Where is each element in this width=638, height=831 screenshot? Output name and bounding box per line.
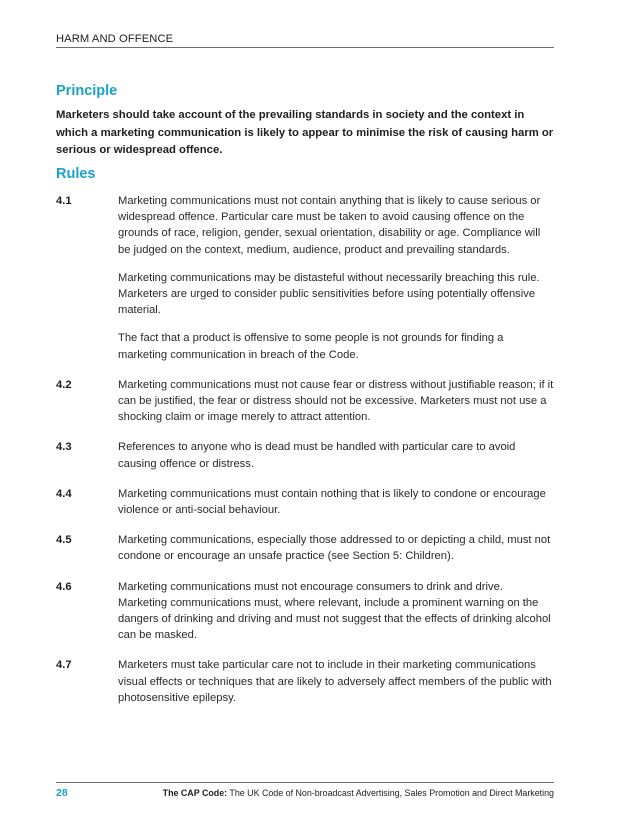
rule-paragraph: Marketing communications must not encourage consumers to drink and drive. Marketing communications must, where relevant, include a prominent warning on the dangers of drinking and driving and must not suggest that the effects of drinking alcohol can be masked.: [118, 580, 551, 642]
rule-number: 4.1: [56, 195, 72, 207]
rule-body: [118, 579, 554, 644]
page-number: 28: [56, 787, 68, 799]
rule-number: 4.5: [56, 534, 72, 547]
rule-4-5: [56, 532, 554, 564]
rule-4-7: [56, 657, 554, 706]
document-page: [56, 0, 554, 831]
principle-heading: Principle: [56, 83, 118, 99]
rules-list: [56, 193, 554, 720]
footer-divider: [56, 782, 554, 783]
rule-number: 4.4: [56, 487, 72, 500]
footer-title-bold: The CAP Code:: [162, 788, 228, 798]
rule-number: 4.6: [56, 580, 72, 593]
rule-paragraph: Marketing communications may be distasteful without necessarily breaching this rule. Marketers are urged to consider public sensitivities before using potentially offensive material.: [118, 271, 540, 317]
rule-body: [118, 657, 554, 706]
rule-body: [118, 377, 554, 426]
rule-paragraph: References to anyone who is dead must be handled with particular care to avoid causing offence or distress.: [118, 441, 516, 470]
running-header: HARM AND OFFENCE: [56, 33, 174, 45]
rule-4-4: [56, 486, 554, 518]
rule-paragraph: Marketing communications must contain nothing that is likely to condone or encourage violence or anti-social behaviour.: [118, 487, 546, 517]
rule-paragraph: Marketing communications must not contain anything that is likely to cause serious or widespread offence. Particular care must be taken to avoid causing offence on the grounds of race, religion, gender, sexual orientation, disability or age. Compliance will be judged on the context, medium, audience, product and prevailing standards.: [118, 195, 541, 256]
rule-body: [118, 439, 554, 471]
rule-body: [118, 532, 554, 564]
rule-4-3: [56, 439, 554, 471]
header-divider: [56, 47, 554, 48]
rule-4-2: [56, 377, 554, 426]
principle-text: Marketers should take account of the prevailing standards in society and the context in which a marketing communication is likely to appear to minimise the risk of causing harm or serious or widespread offence.: [56, 109, 554, 156]
rule-number: 4.2: [56, 378, 72, 391]
rule-body: [118, 193, 554, 363]
rule-number: 4.3: [56, 441, 72, 454]
rule-paragraph: Marketing communications must not cause fear or distress without justifiable reason; if it can be justified, the fear or distress should not be excessive. Marketers must not use a shocking claim or image merely to attract attention.: [118, 378, 554, 424]
footer-title-rest: The UK Code of Non-broadcast Advertising, Sales Promotion and Direct Marketing: [227, 788, 554, 798]
rules-heading: Rules: [56, 166, 96, 182]
rule-number: 4.7: [56, 659, 72, 672]
rule-paragraph: The fact that a product is offensive to some people is not grounds for finding a marketing communication in breach of the Code.: [118, 332, 504, 361]
rule-paragraph: Marketers must take particular care not to include in their marketing communications visual effects or techniques that are likely to adversely affect members of the public with photosensitive epilepsy.: [118, 659, 552, 704]
footer-title: [163, 788, 554, 798]
rule-paragraph: Marketing communications, especially those addressed to or depicting a child, must not condone or encourage an unsafe practice (see Section 5: Children).: [118, 534, 551, 563]
rule-body: [118, 486, 554, 518]
rule-4-6: [56, 579, 554, 644]
rule-4-1: [56, 193, 554, 363]
